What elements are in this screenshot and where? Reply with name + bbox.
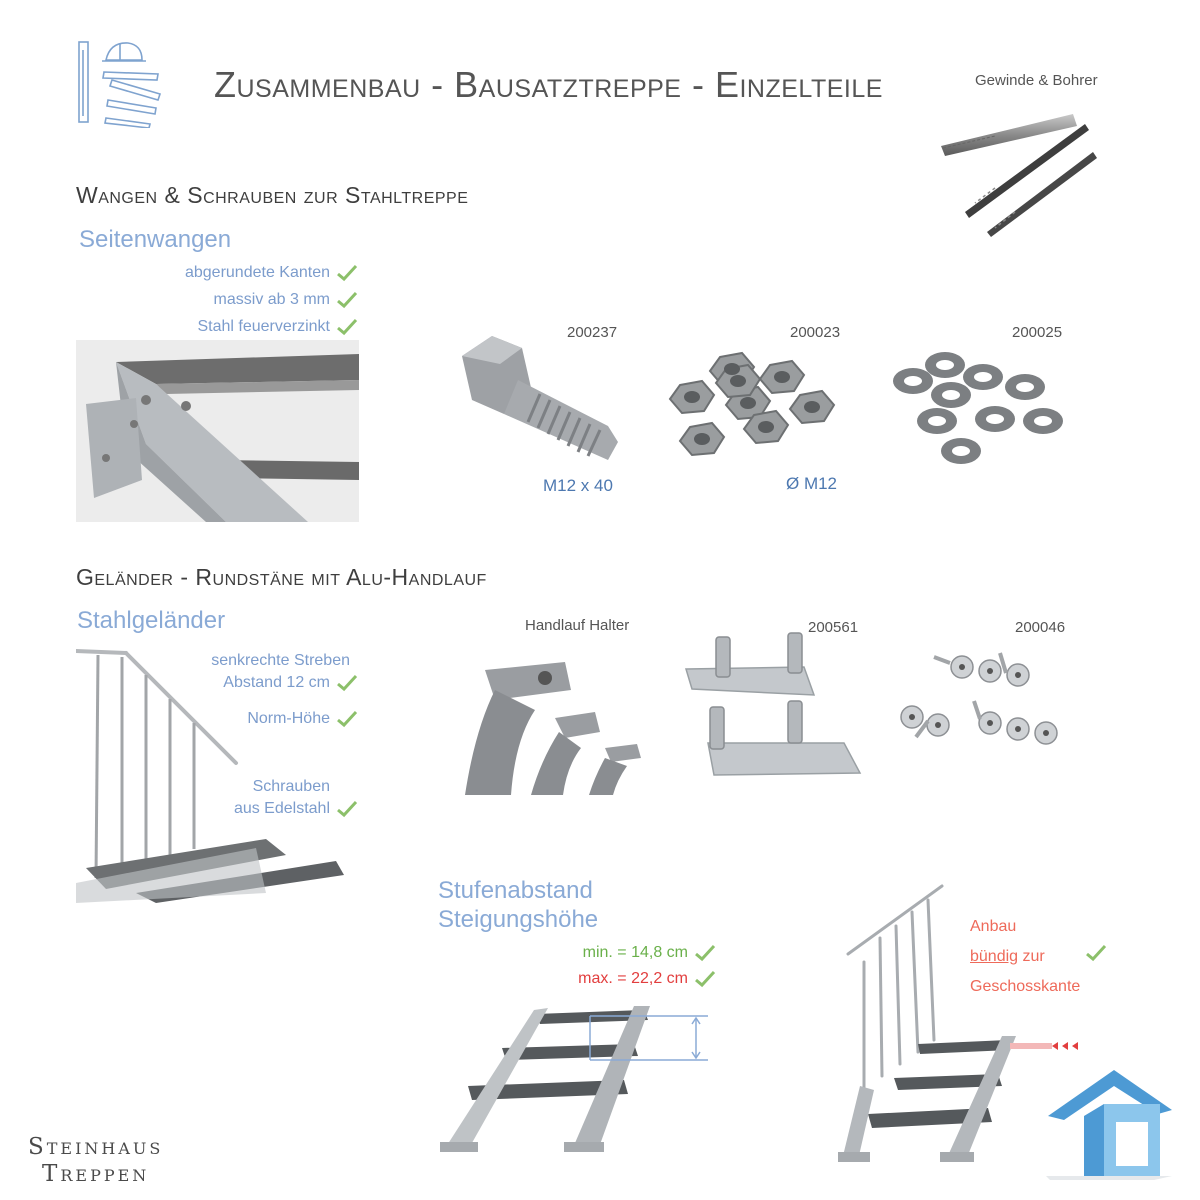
subhead-stringers: Seitenwangen [79, 226, 232, 253]
stainless-screws-image [890, 645, 1075, 770]
tools-caption: Gewinde & Bohrer [975, 72, 1098, 89]
part-number: 200023 [790, 324, 841, 341]
construction-logo [76, 38, 168, 128]
feature-item: senkrechte Streben Abstand 12 cm [160, 650, 358, 708]
feature-item: Norm-Höhe [160, 708, 358, 776]
stair-step-height-photo [438, 1000, 718, 1158]
feature-item: abgerundete Kanten [160, 262, 358, 289]
nuts-image [660, 345, 850, 470]
section-title-railing: Geländer - Rundstäne mit Alu-Handlauf [76, 564, 487, 590]
tap-and-drills-image [935, 104, 1110, 244]
check-icon [694, 970, 716, 988]
part-size: Ø M12 [786, 474, 838, 493]
brand-logo-text: Steinhaus Treppen [28, 1134, 164, 1187]
feature-item: Schrauben aus Edelstahl [160, 776, 358, 820]
check-icon [336, 291, 358, 309]
washers-image [885, 345, 1075, 485]
part-number: 200046 [1015, 619, 1066, 636]
stringer-photo [76, 340, 359, 522]
part-size: M12 x 40 [543, 476, 613, 495]
flush-mount-note: Anbau bündig zur Geschosskante [970, 912, 1107, 1002]
bolt-image [448, 330, 624, 470]
page-title: Zusammenbau - Bausatztreppe - Einzelteile [214, 64, 883, 105]
step-height-min: min. = 14,8 cm [540, 942, 716, 964]
steel-railing-photo [76, 643, 344, 903]
handrail-holder-image [455, 640, 645, 795]
part-number: 200025 [1012, 324, 1063, 341]
feature-item: massiv ab 3 mm [160, 289, 358, 316]
feature-list-stringers [160, 262, 358, 343]
step-height-max: max. = 22,2 cm [540, 968, 716, 990]
feature-item: Stahl feuerverzinkt [160, 316, 358, 343]
check-icon [336, 264, 358, 282]
baluster-bracket-image [680, 625, 870, 795]
house-logo-icon [1044, 1062, 1174, 1180]
subhead-railing: Stahlgeländer [77, 607, 226, 634]
check-icon [694, 944, 716, 962]
check-icon [336, 318, 358, 336]
section-title-stringers: Wangen & Schrauben zur Stahltreppe [76, 182, 469, 208]
part-caption: Handlauf Halter [525, 617, 630, 634]
part-number: 200237 [567, 324, 618, 341]
part-number: 200561 [808, 619, 859, 636]
subhead-step-spacing: Stufenabstand Steigungshöhe [438, 877, 599, 933]
check-icon [1085, 944, 1107, 962]
